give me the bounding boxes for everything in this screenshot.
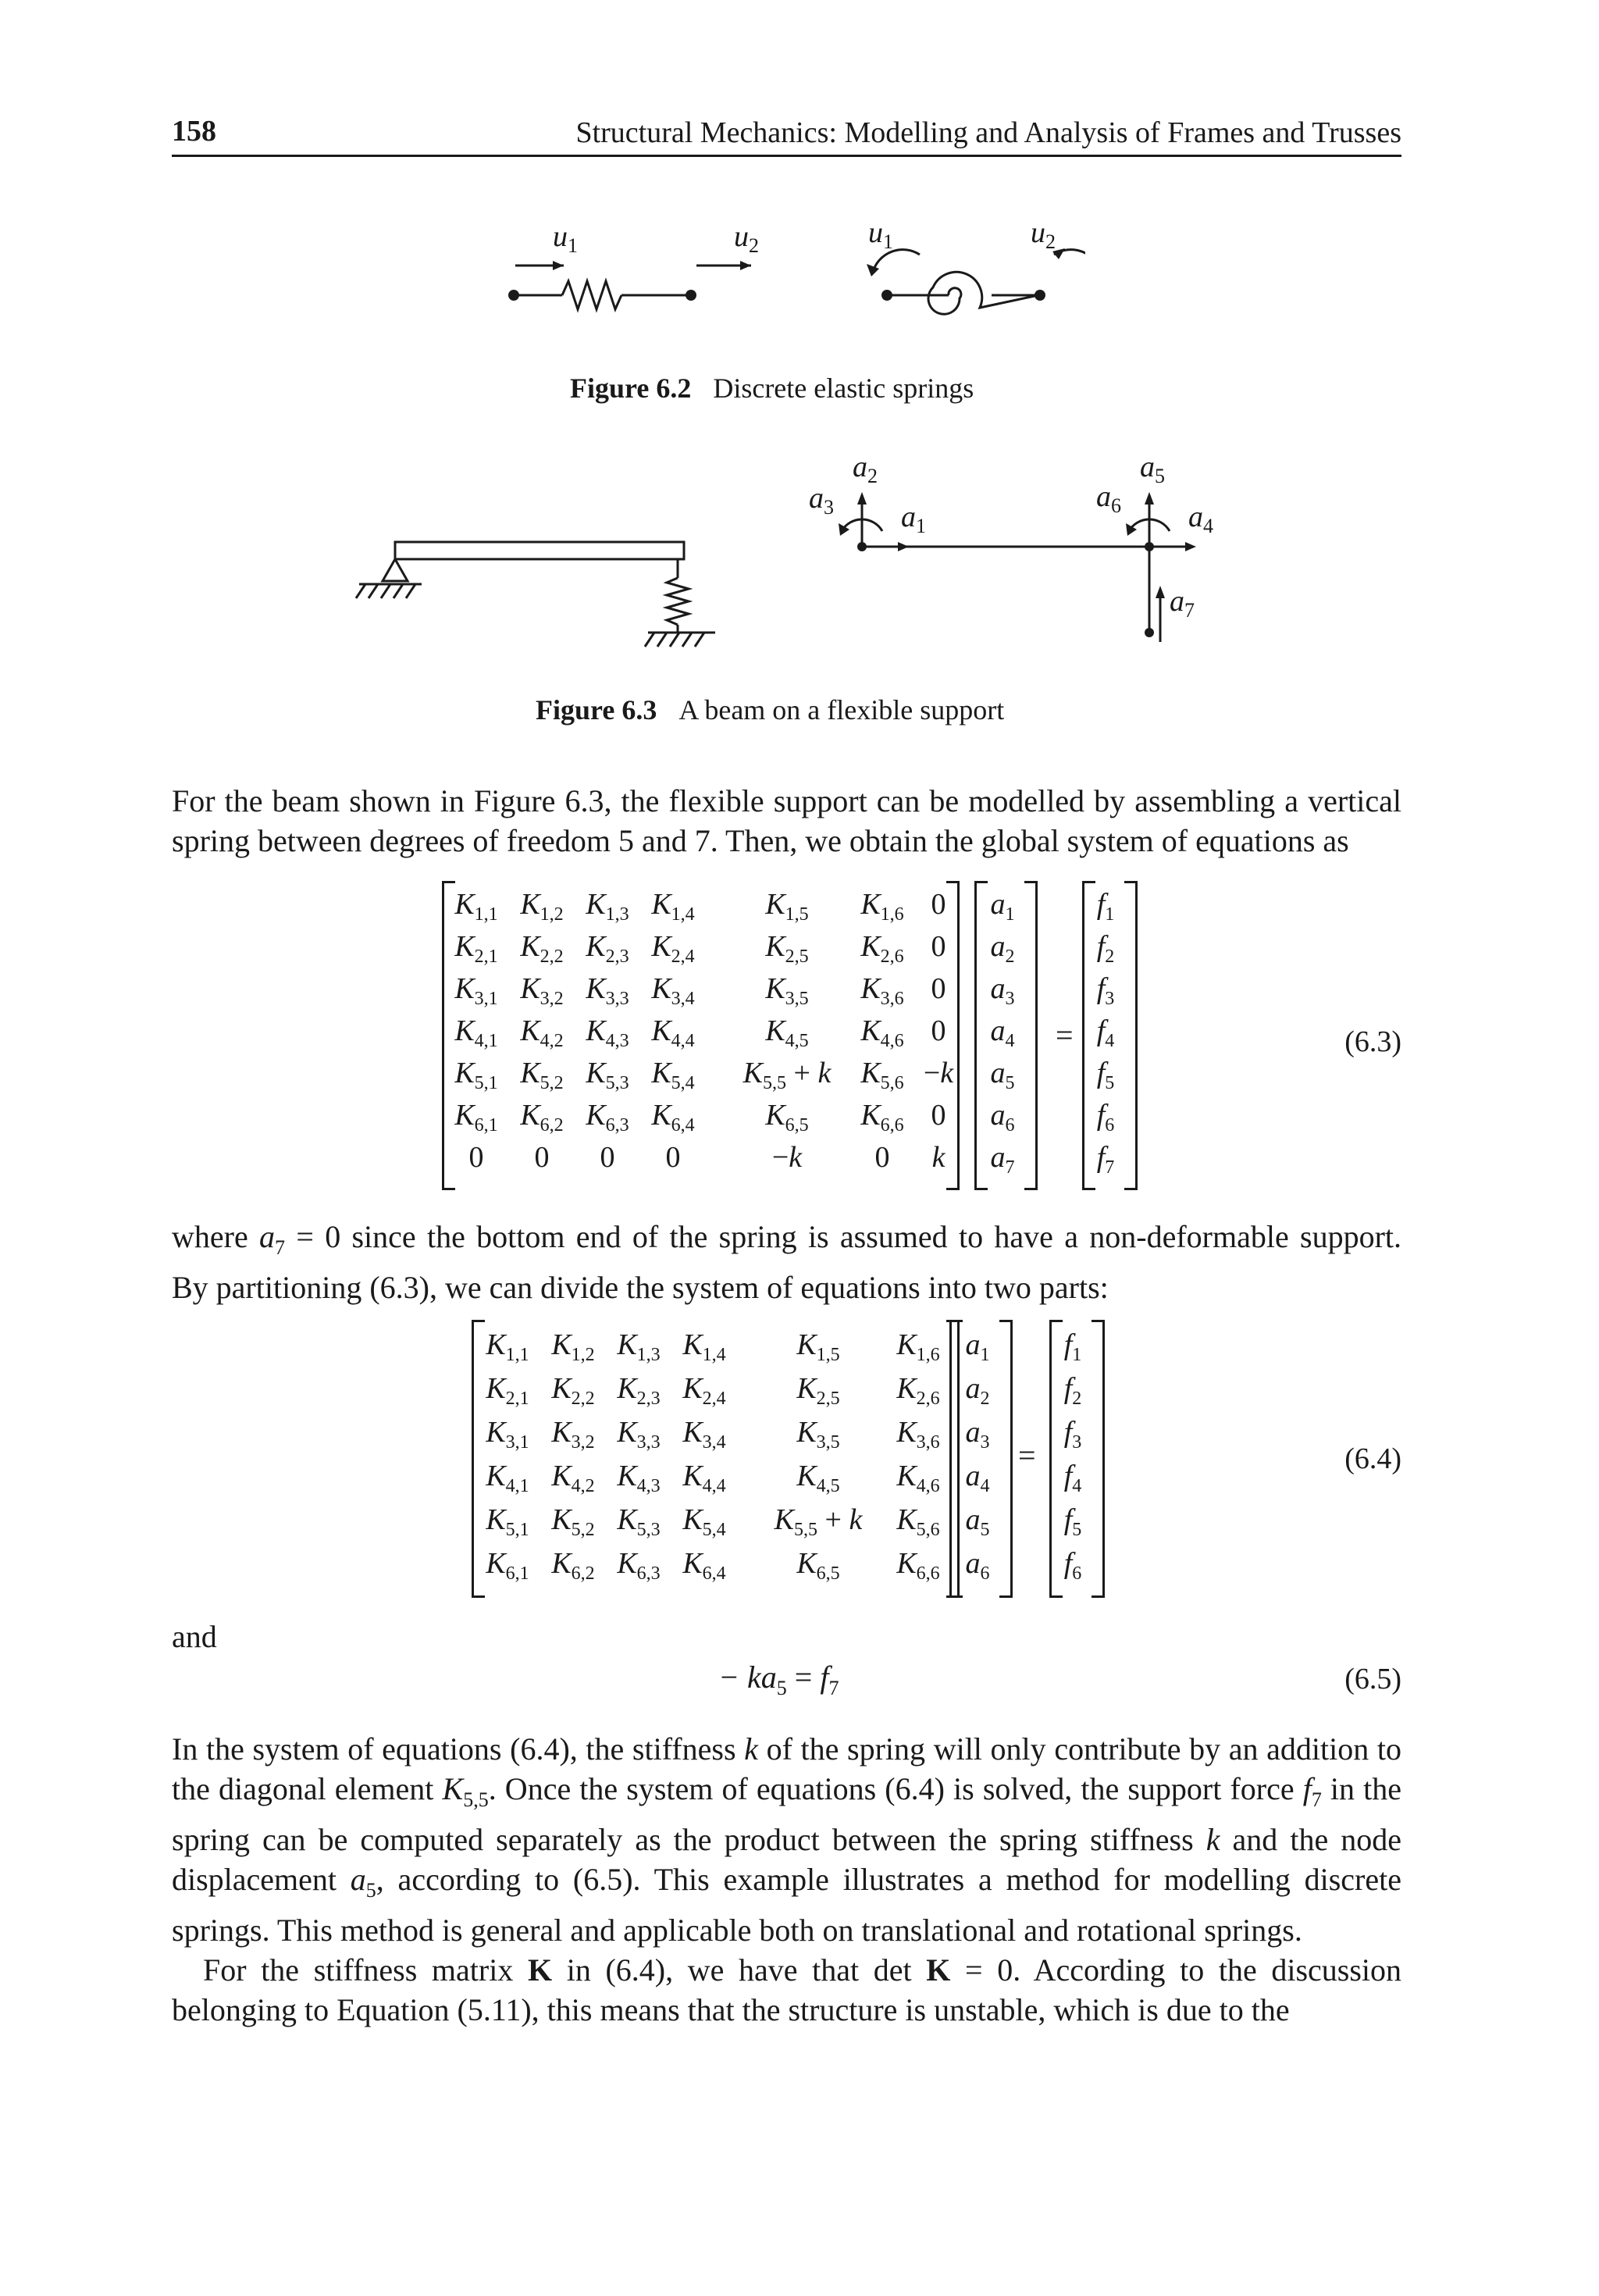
eq64-k-3-4: $K_{3,4}$ <box>682 1416 726 1453</box>
eq63-equals: = <box>1056 1018 1074 1053</box>
eq63-k-1-3: $K_{1,3}$ <box>586 888 629 925</box>
eq64-k-2-6: $K_{2,6}$ <box>896 1372 940 1409</box>
figure-6-3-caption: Figure 6.3 A beam on a flexible support <box>536 694 1005 726</box>
eq64-a-2: $a_2$ <box>965 1372 990 1409</box>
eq64-k-4-3: $K_{4,3}$ <box>617 1460 661 1496</box>
eq63-k-3-1: $K_{3,1}$ <box>454 972 498 1009</box>
para1-line1: For the beam shown in Figure 6.3, the flexible support can be modelled by assembling a vertical <box>172 783 1401 818</box>
eq64-k-5-5: $K_{5,5} + k$ <box>774 1503 863 1540</box>
eq63-a-2: $a_2$ <box>990 930 1015 967</box>
eq64-k-4-4: $K_{4,4}$ <box>682 1460 726 1496</box>
eq63-k-5-2: $K_{5,2}$ <box>520 1057 564 1093</box>
eq64-equals: = <box>1018 1438 1036 1473</box>
eq64-a-1: $a_1$ <box>965 1328 990 1365</box>
eq64-k-6-6: $K_{6,6}$ <box>896 1547 940 1584</box>
eq63-a-6: $a_6$ <box>990 1099 1015 1136</box>
eq64-k-3-2: $K_{3,2}$ <box>551 1416 595 1453</box>
fig63-a7: $a_7$ <box>1170 585 1195 622</box>
fig63-a5: $a_5$ <box>1140 451 1165 487</box>
eq64-a-5: $a_5$ <box>965 1503 990 1540</box>
eq63-k-1-6: $K_{1,6}$ <box>860 888 904 925</box>
and-word: and <box>172 1619 217 1654</box>
eq64-k-2-4: $K_{2,4}$ <box>682 1372 726 1409</box>
eq63-k-1-2: $K_{1,2}$ <box>520 888 564 925</box>
eq63-a-3: $a_3$ <box>990 972 1015 1009</box>
eq64-k-1-3: $K_{1,3}$ <box>617 1328 661 1365</box>
eq63-number: (6.3) <box>1344 1025 1401 1058</box>
eq64-f-1: $f_1$ <box>1063 1328 1082 1365</box>
eq63-k-4-3: $K_{4,3}$ <box>586 1014 629 1051</box>
eq63-f-4: $f_4$ <box>1096 1014 1115 1051</box>
eq64-k-6-4: $K_{6,4}$ <box>682 1547 726 1584</box>
eq63-k-2-2: $K_{2,2}$ <box>520 930 564 967</box>
fig63-a3: $a_3$ <box>809 482 834 519</box>
eq64-f-2: $f_2$ <box>1063 1372 1082 1409</box>
eq64-f-5: $f_5$ <box>1063 1503 1082 1540</box>
eq63-k-7-7: k <box>931 1141 946 1174</box>
eq64-f-6: $f_6$ <box>1063 1547 1082 1584</box>
eq64-k-1-4: $K_{1,4}$ <box>682 1328 726 1365</box>
eq64-k-2-1: $K_{2,1}$ <box>486 1372 529 1409</box>
eq64-f-4: $f_4$ <box>1063 1460 1082 1496</box>
eq63-k-2-7: 0 <box>931 930 946 963</box>
eq64-k-4-5: $K_{4,5}$ <box>796 1460 840 1496</box>
eq64-k-5-4: $K_{5,4}$ <box>682 1503 726 1540</box>
eq64-k-6-3: $K_{6,3}$ <box>617 1547 661 1584</box>
eq63-k-6-5: $K_{6,5}$ <box>765 1099 809 1136</box>
eq64-k-4-1: $K_{4,1}$ <box>486 1460 529 1496</box>
para2-line2: By partitioning (6.3), we can divide the system of equations into two parts: <box>172 1270 1109 1305</box>
eq63-k-4-7: 0 <box>931 1014 946 1047</box>
eq63-k-2-1: $K_{2,1}$ <box>454 930 498 967</box>
eq63-k-5-6: $K_{5,6}$ <box>860 1057 904 1093</box>
eq64-k-3-1: $K_{3,1}$ <box>486 1416 529 1453</box>
paragraph-stiffness <box>172 1729 1401 2030</box>
eq63-k-1-5: $K_{1,5}$ <box>765 888 809 925</box>
fig63-a4: $a_4$ <box>1188 501 1213 537</box>
eq63-k-2-3: $K_{2,3}$ <box>586 930 629 967</box>
eq63-k-5-3: $K_{5,3}$ <box>586 1057 629 1093</box>
eq63-k-6-7: 0 <box>931 1099 946 1132</box>
eq63-a-4: $a_4$ <box>990 1014 1015 1051</box>
figure-6-2-caption: Figure 6.2 Discrete elastic springs <box>570 373 974 404</box>
fig63-a6: $a_6$ <box>1096 480 1121 517</box>
equation-6-4 <box>467 1320 1138 1601</box>
eq63-k-7-1: 0 <box>468 1141 484 1174</box>
eq64-k-5-2: $K_{5,2}$ <box>551 1503 595 1540</box>
eq63-f-7: $f_7$ <box>1096 1141 1115 1178</box>
eq64-k-3-6: $K_{3,6}$ <box>896 1416 940 1453</box>
fig63-a1: $a_1$ <box>901 501 926 537</box>
eq63-k-7-5: −k <box>771 1141 803 1174</box>
eq63-k-5-1: $K_{5,1}$ <box>454 1057 498 1093</box>
eq63-k-7-6: 0 <box>874 1141 890 1174</box>
eq63-k-7-3: 0 <box>600 1141 615 1174</box>
eq64-k-5-3: $K_{5,3}$ <box>617 1503 661 1540</box>
eq63-k-3-2: $K_{3,2}$ <box>520 972 564 1009</box>
eq63-f-6: $f_6$ <box>1096 1099 1115 1136</box>
eq64-k-1-2: $K_{1,2}$ <box>551 1328 595 1365</box>
para4-text: For the stiffness matrix K in (6.4), we have that det K = 0. According to the discussion belonging to Equation (5.11), this means that the structure is unstable, which is due to the <box>172 1952 1402 2027</box>
eq64-f-3: $f_3$ <box>1063 1416 1082 1453</box>
eq64-k-6-5: $K_{6,5}$ <box>796 1547 840 1584</box>
eq64-k-1-5: $K_{1,5}$ <box>796 1328 840 1365</box>
running-title: Structural Mechanics: Modelling and Analysis of Frames and Trusses <box>575 116 1401 149</box>
header-rule <box>172 155 1401 157</box>
eq64-k-5-6: $K_{5,6}$ <box>896 1503 940 1540</box>
eq63-f-2: $f_2$ <box>1096 930 1115 967</box>
eq63-k-2-4: $K_{2,4}$ <box>651 930 695 967</box>
eq64-a-3: $a_3$ <box>965 1416 990 1453</box>
eq63-k-2-6: $K_{2,6}$ <box>860 930 904 967</box>
eq63-k-3-5: $K_{3,5}$ <box>765 972 809 1009</box>
eq63-k-3-7: 0 <box>931 972 946 1005</box>
para1-line2: spring between degrees of freedom 5 and 7. Then, we obtain the global system of equations as <box>172 823 1349 858</box>
eq64-k-2-2: $K_{2,2}$ <box>551 1372 595 1409</box>
fig62-u2-right: $u_2$ <box>1031 216 1056 253</box>
eq63-k-1-1: $K_{1,1}$ <box>454 888 498 925</box>
eq63-k-3-6: $K_{3,6}$ <box>860 972 904 1009</box>
eq64-a-6: $a_6$ <box>965 1547 990 1584</box>
eq64-k-2-5: $K_{2,5}$ <box>796 1372 840 1409</box>
eq63-k-6-1: $K_{6,1}$ <box>454 1099 498 1136</box>
eq64-k-5-1: $K_{5,1}$ <box>486 1503 529 1540</box>
eq63-a-1: $a_1$ <box>990 888 1015 925</box>
eq63-stiffness-matrix <box>437 881 968 1193</box>
figure-6-2-drawing <box>492 211 1085 328</box>
eq63-k-6-2: $K_{6,2}$ <box>520 1099 564 1136</box>
eq63-k-6-4: $K_{6,4}$ <box>651 1099 695 1136</box>
eq63-a-5: $a_5$ <box>990 1057 1015 1093</box>
eq63-k-3-4: $K_{3,4}$ <box>651 972 695 1009</box>
eq64-stiffness-matrix <box>467 1320 967 1601</box>
eq63-f-5: $f_5$ <box>1096 1057 1115 1093</box>
fig62-u1-right: $u_1$ <box>868 216 893 253</box>
eq63-k-3-3: $K_{3,3}$ <box>586 972 629 1009</box>
eq65-number: (6.5) <box>1344 1663 1401 1695</box>
eq63-k-4-1: $K_{4,1}$ <box>454 1014 498 1051</box>
eq64-k-3-3: $K_{3,3}$ <box>617 1416 661 1453</box>
eq64-k-2-3: $K_{2,3}$ <box>617 1372 661 1409</box>
eq64-displacement-vector <box>951 1320 1013 1601</box>
eq63-k-1-4: $K_{1,4}$ <box>651 888 695 925</box>
equation-6-3 <box>437 881 1140 1193</box>
eq63-k-4-5: $K_{4,5}$ <box>765 1014 809 1051</box>
eq63-k-6-3: $K_{6,3}$ <box>586 1099 629 1136</box>
eq63-k-4-4: $K_{4,4}$ <box>651 1014 695 1051</box>
para3-text: In the system of equations (6.4), the stiffness k of the spring will only contribute by an addition to the diagonal element $K_{5,5}$. Once the system of equations (6.4) is solved, the support force $f_7$ in the spring can be computed separately as the product between the spring stiffness k and the node displacement $a_5$, according to (6.5). This example illustrates a method for modelling discrete springs. This method is general and applicable both on translational and rotational springs. <box>172 1731 1402 1948</box>
eq64-k-6-2: $K_{6,2}$ <box>551 1547 595 1584</box>
eq64-k-4-6: $K_{4,6}$ <box>896 1460 940 1496</box>
eq63-k-4-2: $K_{4,2}$ <box>520 1014 564 1051</box>
eq63-k-5-5: $K_{5,5} + k$ <box>743 1057 832 1093</box>
eq63-k-7-4: 0 <box>665 1141 681 1174</box>
eq64-k-6-1: $K_{6,1}$ <box>486 1547 529 1584</box>
eq63-a-7: $a_7$ <box>990 1141 1015 1178</box>
eq64-k-3-5: $K_{3,5}$ <box>796 1416 840 1453</box>
fig62-u1-left: $u_1$ <box>553 220 578 257</box>
page-number: 158 <box>172 115 216 148</box>
para2-line1: where $a_7 = 0$ since the bottom end of the spring is assumed to have a non-deformable support. <box>172 1219 1402 1259</box>
eq64-a-4: $a_4$ <box>965 1460 990 1496</box>
paragraph-intro <box>172 781 1401 861</box>
eq63-k-5-7: −k <box>923 1057 954 1089</box>
eq63-f-3: $f_3$ <box>1096 972 1115 1009</box>
paragraph-partition <box>172 1217 1401 1307</box>
figure-6-3-drawing <box>344 445 1265 664</box>
eq63-displacement-vector <box>976 881 1038 1193</box>
fig63-a2: $a_2$ <box>853 451 878 487</box>
eq63-f-1: $f_1$ <box>1096 888 1115 925</box>
eq64-k-1-6: $K_{1,6}$ <box>896 1328 940 1365</box>
eq64-force-vector <box>1049 1320 1104 1601</box>
eq64-number: (6.4) <box>1344 1442 1401 1475</box>
eq63-k-7-2: 0 <box>534 1141 550 1174</box>
eq63-k-1-7: 0 <box>931 888 946 921</box>
eq63-force-vector <box>1082 881 1137 1193</box>
eq63-k-6-6: $K_{6,6}$ <box>860 1099 904 1136</box>
fig62-u2-left: $u_2$ <box>734 220 759 257</box>
equation-6-5: − $ka_5 = f_7$ <box>718 1660 839 1699</box>
eq63-k-4-6: $K_{4,6}$ <box>860 1014 904 1051</box>
eq64-k-1-1: $K_{1,1}$ <box>486 1328 529 1365</box>
eq64-k-4-2: $K_{4,2}$ <box>551 1460 595 1496</box>
eq63-k-2-5: $K_{2,5}$ <box>765 930 809 967</box>
eq63-k-5-4: $K_{5,4}$ <box>651 1057 695 1093</box>
